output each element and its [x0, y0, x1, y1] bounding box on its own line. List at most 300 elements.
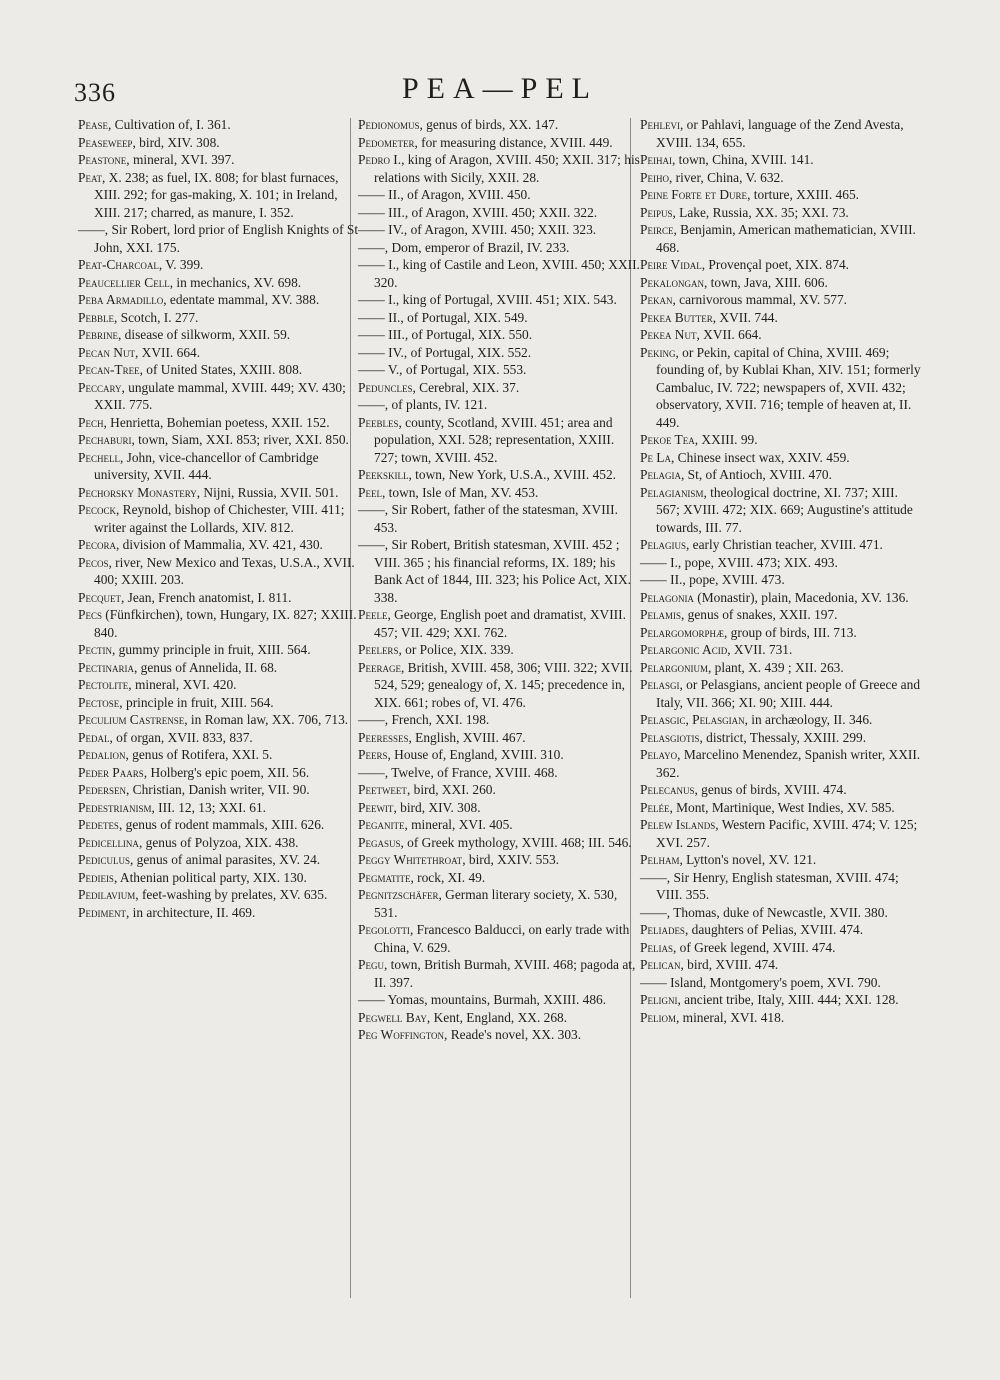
entry-headword: Peine Forte et Dure	[640, 187, 748, 202]
entry-headword: Peastone	[78, 152, 127, 167]
index-entry	[640, 956, 922, 974]
entry-headword: Pekea Nut	[640, 327, 697, 342]
entry-headword: Pelecanus	[640, 782, 695, 797]
entry-references: , Christian, Danish writer, VII. 90.	[125, 782, 310, 797]
entry-references: , Provençal poet, XIX. 874.	[701, 257, 849, 272]
entry-references: , III. 12, 13; XXI. 61.	[151, 799, 266, 815]
index-entry	[78, 851, 360, 869]
entry-references: ——, Sir Robert, lord prior of English Knights of St John, XXI. 175.	[78, 222, 359, 255]
entry-references: , principle in fruit, XIII. 564.	[119, 694, 274, 710]
index-entry	[358, 484, 640, 502]
entry-references: , genus of snakes, XXII. 197.	[680, 607, 838, 622]
entry-headword: Peelers	[358, 642, 399, 657]
index-entry	[640, 169, 922, 187]
entry-references: (Fünfkirchen), town, Hungary, IX. 827; XXIII. 840.	[94, 607, 357, 640]
index-entry	[358, 781, 640, 799]
entry-references: , Reade's novel, XX. 303.	[444, 1027, 582, 1042]
entry-headword: Pedieis	[78, 869, 114, 885]
index-entry	[640, 571, 922, 589]
entry-headword: Pechaburi	[78, 432, 132, 447]
index-entry	[640, 186, 922, 204]
entry-references: , rock, XI. 49.	[410, 869, 486, 885]
index-entry	[640, 816, 922, 851]
entry-headword: Pehlevi	[640, 117, 680, 132]
index-entry	[78, 834, 360, 852]
entry-references: , bird, XIV. 308.	[132, 134, 220, 150]
index-entry	[640, 799, 922, 817]
index-entry	[640, 204, 922, 222]
entry-headword: Peliom	[640, 1009, 676, 1025]
entry-headword: Pech	[78, 414, 104, 430]
entry-headword: Pegu	[358, 957, 384, 972]
entry-headword: Pease	[78, 117, 108, 132]
entry-headword: Pebble	[78, 309, 114, 325]
entry-headword: Peggy Whitethroat	[358, 852, 463, 867]
entry-headword: Peiho	[640, 169, 669, 185]
index-entry	[358, 501, 640, 536]
index-entry	[78, 274, 360, 292]
index-entry	[78, 501, 360, 536]
index-entry	[78, 256, 360, 274]
entry-headword: Peligni	[640, 992, 678, 1007]
entry-headword: Pedal	[78, 729, 110, 745]
entry-headword: Peipus	[640, 204, 673, 220]
index-entry	[78, 904, 360, 922]
index-entry	[358, 816, 640, 834]
entry-headword: Peeresses	[358, 729, 409, 745]
entry-references: , mineral, XVI. 397.	[126, 152, 235, 167]
entry-references: , mineral, XVI. 405.	[404, 817, 513, 832]
index-entry	[78, 781, 360, 799]
index-entry	[358, 921, 640, 956]
index-entry	[358, 186, 640, 204]
entry-references: , bird, XXIV. 553.	[462, 852, 560, 867]
entry-references: —— I., king of Castile and Leon, XVIII. 450; XXII. 320.	[358, 257, 640, 290]
index-entry	[640, 466, 922, 484]
entry-headword: Peerage	[358, 659, 401, 675]
entry-references: , of Greek legend, XVIII. 474.	[672, 939, 836, 955]
index-entry	[640, 904, 922, 922]
entry-headword: Pelargonic Acid	[640, 642, 728, 657]
entry-references: , mineral, XVI. 420.	[128, 677, 237, 692]
entry-references: , Benjamin, American mathematician, XVIII. 468.	[656, 222, 916, 255]
entry-references: , town, Java, XIII. 606.	[703, 274, 828, 290]
index-entry	[78, 711, 360, 729]
index-entry	[358, 291, 640, 309]
index-entry	[78, 151, 360, 169]
entry-headword: Pelham	[640, 852, 680, 867]
entry-references: , gummy principle in fruit, XIII. 564.	[111, 642, 311, 657]
index-entry	[358, 134, 640, 152]
entry-references: , ungulate mammal, XVIII. 449; XV. 430; XXII. 775.	[94, 379, 346, 412]
entry-headword: Pegwell Bay	[358, 1009, 427, 1025]
entry-headword: Pekea Butter	[640, 309, 713, 325]
entry-references: , XXIII. 99.	[694, 432, 758, 447]
entry-references: —— III., of Portugal, XIX. 550.	[358, 327, 533, 342]
index-entry	[358, 536, 640, 606]
entry-references: , or Pahlavi, language of the Zend Avesta, XVIII. 134, 655.	[656, 117, 904, 150]
entry-references: , Holberg's epic poem, XII. 56.	[143, 764, 310, 780]
index-entry	[78, 379, 360, 414]
entry-headword: Pekoe Tea	[640, 432, 695, 447]
index-entry	[78, 431, 360, 449]
entry-headword: Pecs	[78, 607, 102, 622]
index-entry	[78, 694, 360, 712]
index-entry	[358, 851, 640, 869]
entry-references: , genus of Polyzoa, XIX. 438.	[138, 834, 299, 850]
index-entry	[78, 116, 360, 134]
entry-headword: Pedestrianism	[78, 799, 152, 815]
entry-references: , in archæology, II. 346.	[744, 712, 873, 727]
index-entry	[640, 781, 922, 799]
index-entry	[640, 711, 922, 729]
entry-references: , town, New York, U.S.A., XVIII. 452.	[408, 467, 617, 482]
entry-references: ——, Sir Robert, British statesman, XVIII. 452 ; VIII. 365 ; his financial reforms, IX. 189; his Bank Act of 1844, III. 323; his Police Act, XIX. 338.	[358, 537, 631, 605]
index-entry	[78, 309, 360, 327]
entry-references: ——, Sir Robert, father of the statesman, XVIII. 453.	[358, 502, 618, 535]
entry-references: , XVII. 664.	[696, 327, 762, 342]
entry-headword: Pechorsky Monastery	[78, 484, 197, 500]
entry-references: , of Greek mythology, XVIII. 468; III. 546.	[400, 834, 632, 850]
entry-references: , George, English poet and dramatist, XVIII. 457; VII. 429; XXI. 762.	[374, 607, 626, 640]
entry-headword: Peire Vidal	[640, 257, 702, 272]
entry-headword: Pelagia	[640, 467, 681, 482]
index-entry	[78, 414, 360, 432]
entry-references: , group of birds, III. 713.	[723, 624, 857, 640]
entry-references: , Cerebral, XIX. 37.	[412, 379, 520, 395]
entry-references: , Scotch, I. 277.	[113, 309, 199, 325]
entry-references: , House of, England, XVIII. 310.	[387, 747, 564, 762]
entry-references: , Athenian political party, XIX. 130.	[113, 869, 307, 885]
entry-headword: Pegmatite	[358, 869, 411, 885]
entry-references: , genus of rodent mammals, XIII. 626.	[118, 817, 325, 832]
entry-headword: Peetweet	[358, 782, 407, 797]
entry-references: , plant, X. 439 ; XII. 263.	[707, 659, 844, 675]
entry-references: , feet-washing by prelates, XV. 635.	[135, 887, 328, 902]
index-entry	[78, 344, 360, 362]
index-entry	[78, 799, 360, 817]
entry-headword: Pecock	[78, 502, 116, 517]
index-entry	[640, 921, 922, 939]
index-entry	[358, 991, 640, 1009]
running-head: PEA—PEL	[401, 72, 598, 105]
index-entry	[78, 169, 360, 222]
entry-references: , genus of birds, XX. 147.	[419, 117, 559, 132]
entry-references: , town, China, XVIII. 141.	[671, 152, 814, 167]
entry-headword: Pectin	[78, 642, 112, 657]
entry-headword: Peat-Charcoal	[78, 257, 159, 272]
index-entry	[358, 116, 640, 134]
index-entry	[78, 886, 360, 904]
index-entry	[78, 729, 360, 747]
index-entry	[640, 484, 922, 537]
index-entry	[358, 606, 640, 641]
entry-references: , John, vice-chancellor of Cambridge university, XVII. 444.	[94, 449, 319, 482]
index-entry	[78, 134, 360, 152]
index-entry	[78, 816, 360, 834]
entry-headword: Pelargonium	[640, 659, 708, 675]
index-entry	[78, 746, 360, 764]
entry-headword: Pekalongan	[640, 274, 704, 290]
entry-references: , genus of Annelida, II. 68.	[133, 659, 278, 675]
index-entry	[78, 589, 360, 607]
index-entry	[358, 659, 640, 712]
index-entry	[640, 554, 922, 572]
index-entry	[640, 939, 922, 957]
entry-headword: Peers	[358, 747, 388, 762]
entry-references: , Mont, Martinique, West Indies, XV. 585.	[669, 799, 895, 815]
entry-references: , in Roman law, XX. 706, 713.	[184, 712, 349, 727]
entry-references: I., king of Aragon, XVIII. 450; XXII. 317; his relations with Sicily, XXII. 28.	[374, 152, 640, 185]
index-entry	[640, 746, 922, 781]
entry-references: ——, of plants, IV. 121.	[358, 397, 488, 412]
entry-headword: Pedionomus	[358, 117, 420, 132]
entry-headword: Peder Paars	[78, 764, 144, 780]
entry-references: , for measuring distance, XVIII. 449.	[414, 134, 613, 150]
index-entry	[78, 641, 360, 659]
index-entry	[358, 711, 640, 729]
entry-references: , river, China, V. 632.	[668, 169, 784, 185]
index-entry	[640, 449, 922, 467]
entry-references: , Henrietta, Bohemian poetess, XXII. 152.	[103, 414, 330, 430]
index-entry	[640, 274, 922, 292]
index-column-2	[358, 116, 640, 1044]
entry-headword: Pecan-Tree	[78, 362, 140, 377]
entry-references: ——, Twelve, of France, XVIII. 468.	[358, 764, 558, 780]
index-entry	[640, 256, 922, 274]
index-entry	[358, 221, 640, 239]
entry-references: , town, British Burmah, XVIII. 468; pagoda at, II. 397.	[374, 957, 636, 990]
index-entry	[358, 256, 640, 291]
index-entry	[358, 466, 640, 484]
entry-references: , Kent, England, XX. 268.	[426, 1009, 568, 1025]
entry-references: ——, Dom, emperor of Brazil, IV. 233.	[358, 239, 570, 255]
index-entry	[358, 204, 640, 222]
entry-headword: Pectose	[78, 694, 120, 710]
entry-references: , British, XVIII. 458, 306; VIII. 322; XVII. 524, 529; genealogy of, X. 145; precedence in, XIX. 661; robes of, VI. 476.	[374, 659, 633, 710]
entry-references: —— IV., of Portugal, XIX. 552.	[358, 344, 532, 360]
index-entry	[358, 869, 640, 887]
index-entry	[640, 344, 922, 432]
entry-references: , theological doctrine, XI. 737; XIII. 567; XVIII. 472; XIX. 669; Augustine's attitude towards, III. 77.	[656, 484, 913, 535]
index-entry	[640, 659, 922, 677]
entry-references: (Monastir), plain, Macedonia, XV. 136.	[693, 589, 909, 605]
index-entry	[358, 886, 640, 921]
entry-references: —— I., pope, XVIII. 473; XIX. 493.	[640, 554, 838, 570]
index-entry	[640, 116, 922, 151]
entry-headword: Pedetes	[78, 817, 119, 832]
entry-headword: Pegolotti	[358, 922, 410, 937]
entry-references: —— Island, Montgomery's poem, XVI. 790.	[640, 974, 881, 990]
index-entry	[640, 326, 922, 344]
entry-references: , county, Scotland, XVIII. 451; area and population, XXI. 528; representation, XXIII. 727; town, XVIII. 452.	[374, 414, 615, 465]
entry-references: —— II., pope, XVIII. 473.	[640, 572, 785, 587]
entry-headword: Pectinaria	[78, 659, 134, 675]
index-entry	[640, 851, 922, 869]
index-entry	[358, 361, 640, 379]
entry-headword: Peihai	[640, 152, 672, 167]
index-column-3	[640, 116, 922, 1026]
entry-references: , XVII. 731.	[727, 642, 793, 657]
index-entry	[640, 431, 922, 449]
index-entry	[640, 624, 922, 642]
index-column-1	[78, 116, 360, 921]
entry-headword: Pedometer	[358, 134, 415, 150]
index-entry	[358, 746, 640, 764]
entry-headword: Peaseweep	[78, 134, 133, 150]
entry-headword: Peaucellier Cell	[78, 274, 170, 290]
entry-references: , Lake, Russia, XX. 35; XXI. 73.	[672, 204, 849, 220]
index-entry	[78, 361, 360, 379]
index-entry	[640, 974, 922, 992]
index-entry	[78, 869, 360, 887]
entry-headword: Pelican	[640, 957, 681, 972]
index-entry	[640, 641, 922, 659]
entry-references: , river, New Mexico and Texas, U.S.A., XVII. 400; XXIII. 203.	[94, 554, 355, 587]
entry-headword: Peking	[640, 344, 676, 360]
entry-references: , Reynold, bishop of Chichester, VIII. 411; writer against the Lollards, XIV. 812.	[94, 502, 345, 535]
index-entry	[640, 221, 922, 256]
index-entry	[358, 799, 640, 817]
entry-references: , or Pelasgians, ancient people of Greece and Italy, VII. 366; XI. 90; XIII. 444.	[656, 677, 921, 710]
index-entry	[358, 729, 640, 747]
entry-references: —— III., of Aragon, XVIII. 450; XXII. 322.	[358, 204, 598, 220]
entry-references: , town, Isle of Man, XV. 453.	[381, 484, 539, 500]
index-entry	[358, 379, 640, 397]
entry-references: —— Yomas, mountains, Burmah, XXIII. 486.	[358, 992, 607, 1007]
entry-references: , district, Thessaly, XXIII. 299.	[699, 729, 867, 745]
entry-references: , genus of Rotifera, XXI. 5.	[125, 747, 273, 762]
entry-headword: Pedersen	[78, 782, 126, 797]
index-entry	[640, 606, 922, 624]
entry-headword: Pelayo	[640, 747, 678, 762]
entry-headword: Peganite	[358, 817, 405, 832]
entry-references: , carnivorous mammal, XV. 577.	[672, 292, 848, 307]
entry-headword: Peel	[358, 484, 382, 500]
entry-references: —— II., of Portugal, XIX. 549.	[358, 309, 528, 325]
entry-references: —— I., king of Portugal, XVIII. 451; XIX. 543.	[358, 292, 617, 307]
entry-headword: Pecquet	[78, 589, 121, 605]
entry-references: ——, French, XXI. 198.	[358, 712, 490, 727]
entry-headword: Peat	[78, 169, 102, 185]
entry-references: , X. 238; as fuel, IX. 808; for blast furnaces, XIII. 292; for gas-making, X. 101; in Ireland, XIII. 217; charred, as manure, I. 352.	[94, 169, 339, 220]
entry-headword: Pecos	[78, 554, 109, 570]
entry-headword: Peculium Castrense	[78, 712, 185, 727]
entry-references: , V. 399.	[158, 257, 204, 272]
index-entry	[78, 484, 360, 502]
entry-references: , of organ, XVII. 833, 837.	[109, 729, 253, 745]
index-entry	[640, 869, 922, 904]
entry-headword: Pelew Islands	[640, 817, 716, 832]
entry-headword: Pedilavium	[78, 887, 136, 902]
entry-references: , English, XVIII. 467.	[408, 729, 526, 745]
index-entry	[358, 764, 640, 782]
index-entry	[358, 1026, 640, 1044]
index-entry	[358, 641, 640, 659]
entry-references: , genus of birds, XVIII. 474.	[694, 782, 847, 797]
index-entry	[78, 449, 360, 484]
entry-headword: Pekan	[640, 292, 673, 307]
page-number: 336	[74, 78, 116, 107]
entry-references: , in mechanics, XV. 698.	[169, 274, 302, 290]
entry-headword: Pediment	[78, 904, 126, 920]
index-entry	[78, 291, 360, 309]
entry-headword: Pegnitzschäfer	[358, 887, 439, 902]
entry-headword: Peba Armadillo	[78, 292, 164, 307]
entry-references: , town, Siam, XXI. 853; river, XXI. 850.	[131, 432, 349, 447]
entry-references: , division of Mammalia, XV. 421, 430.	[115, 537, 323, 552]
entry-headword: Pelasgic, Pelasgian	[640, 712, 745, 727]
entry-references: , German literary society, X. 530, 531.	[374, 887, 618, 920]
index-entry	[640, 536, 922, 554]
index-entry	[358, 151, 640, 186]
index-entry	[358, 834, 640, 852]
entry-references: , of United States, XXIII. 808.	[139, 362, 303, 377]
entry-references: , or Pekin, capital of China, XVIII. 469; founding of, by Kublai Khan, XIV. 151; formerly Cambaluc, IV. 722; newspapers of, XVII. 432; observatory, XVII. 716; temple of heaven at, II. 449.	[656, 344, 921, 430]
entry-references: , early Christian teacher, XVIII. 471.	[685, 537, 883, 552]
entry-references: , Marcelino Menendez, Spanish writer, XXII. 362.	[656, 747, 921, 780]
index-entry	[78, 676, 360, 694]
entry-references: , Nijni, Russia, XVII. 501.	[196, 484, 339, 500]
entry-references: , XVII. 744.	[712, 309, 778, 325]
entry-headword: Peliades	[640, 922, 685, 937]
index-entry	[640, 309, 922, 327]
index-entry	[358, 309, 640, 327]
entry-headword: Pediculus	[78, 852, 130, 867]
index-entry	[358, 956, 640, 991]
entry-references: , Francesco Balducci, on early trade with China, V. 629.	[374, 922, 630, 955]
index-entry	[358, 414, 640, 467]
entry-headword: Peekskill	[358, 467, 409, 482]
entry-headword: Pelasgiotis	[640, 729, 700, 745]
entry-headword: Pelée	[640, 799, 670, 815]
entry-references: , or Police, XIX. 339.	[398, 642, 514, 657]
entry-references: ——, Sir Henry, English statesman, XVIII. 474; VIII. 355.	[640, 869, 899, 902]
entry-headword: Peirce	[640, 222, 674, 237]
entry-references: , ancient tribe, Italy, XIII. 444; XXI. 128.	[677, 992, 899, 1007]
index-entry	[640, 1009, 922, 1027]
entry-headword: Pelargomorphæ	[640, 624, 724, 640]
index-entry	[358, 1009, 640, 1027]
entry-headword: Pedro	[358, 152, 390, 167]
entry-references: , torture, XXIII. 465.	[747, 187, 859, 202]
index-entry	[640, 151, 922, 169]
entry-references: —— V., of Portugal, XIX. 553.	[358, 362, 527, 377]
entry-references: , genus of animal parasites, XV. 24.	[129, 852, 321, 867]
entry-headword: Pedalion	[78, 747, 126, 762]
index-entry	[640, 729, 922, 747]
index-entry	[358, 396, 640, 414]
entry-headword: Pe La	[640, 449, 671, 465]
entry-references: —— IV., of Aragon, XVIII. 450; XXII. 323.	[358, 222, 597, 237]
entry-headword: Pelasgi	[640, 677, 680, 692]
entry-references: —— II., of Aragon, XVIII. 450.	[358, 187, 531, 202]
index-entry	[640, 991, 922, 1009]
entry-headword: Pebrine	[78, 327, 118, 342]
index-entry	[358, 239, 640, 257]
entry-references: , Western Pacific, XVIII. 474; V. 125; XVI. 257.	[656, 817, 918, 850]
index-entry	[78, 606, 360, 641]
index-entry	[358, 326, 640, 344]
entry-headword: Pectolite	[78, 677, 129, 692]
entry-headword: Peg Woffington	[358, 1027, 445, 1042]
entry-references: , edentate mammal, XV. 388.	[163, 292, 320, 307]
entry-headword: Peele	[358, 607, 388, 622]
entry-references: , Cultivation of, I. 361.	[107, 117, 231, 132]
index-entry	[78, 659, 360, 677]
entry-references: , St, of Antioch, XVIII. 470.	[680, 467, 832, 482]
entry-references: , bird, XXI. 260.	[406, 782, 496, 797]
